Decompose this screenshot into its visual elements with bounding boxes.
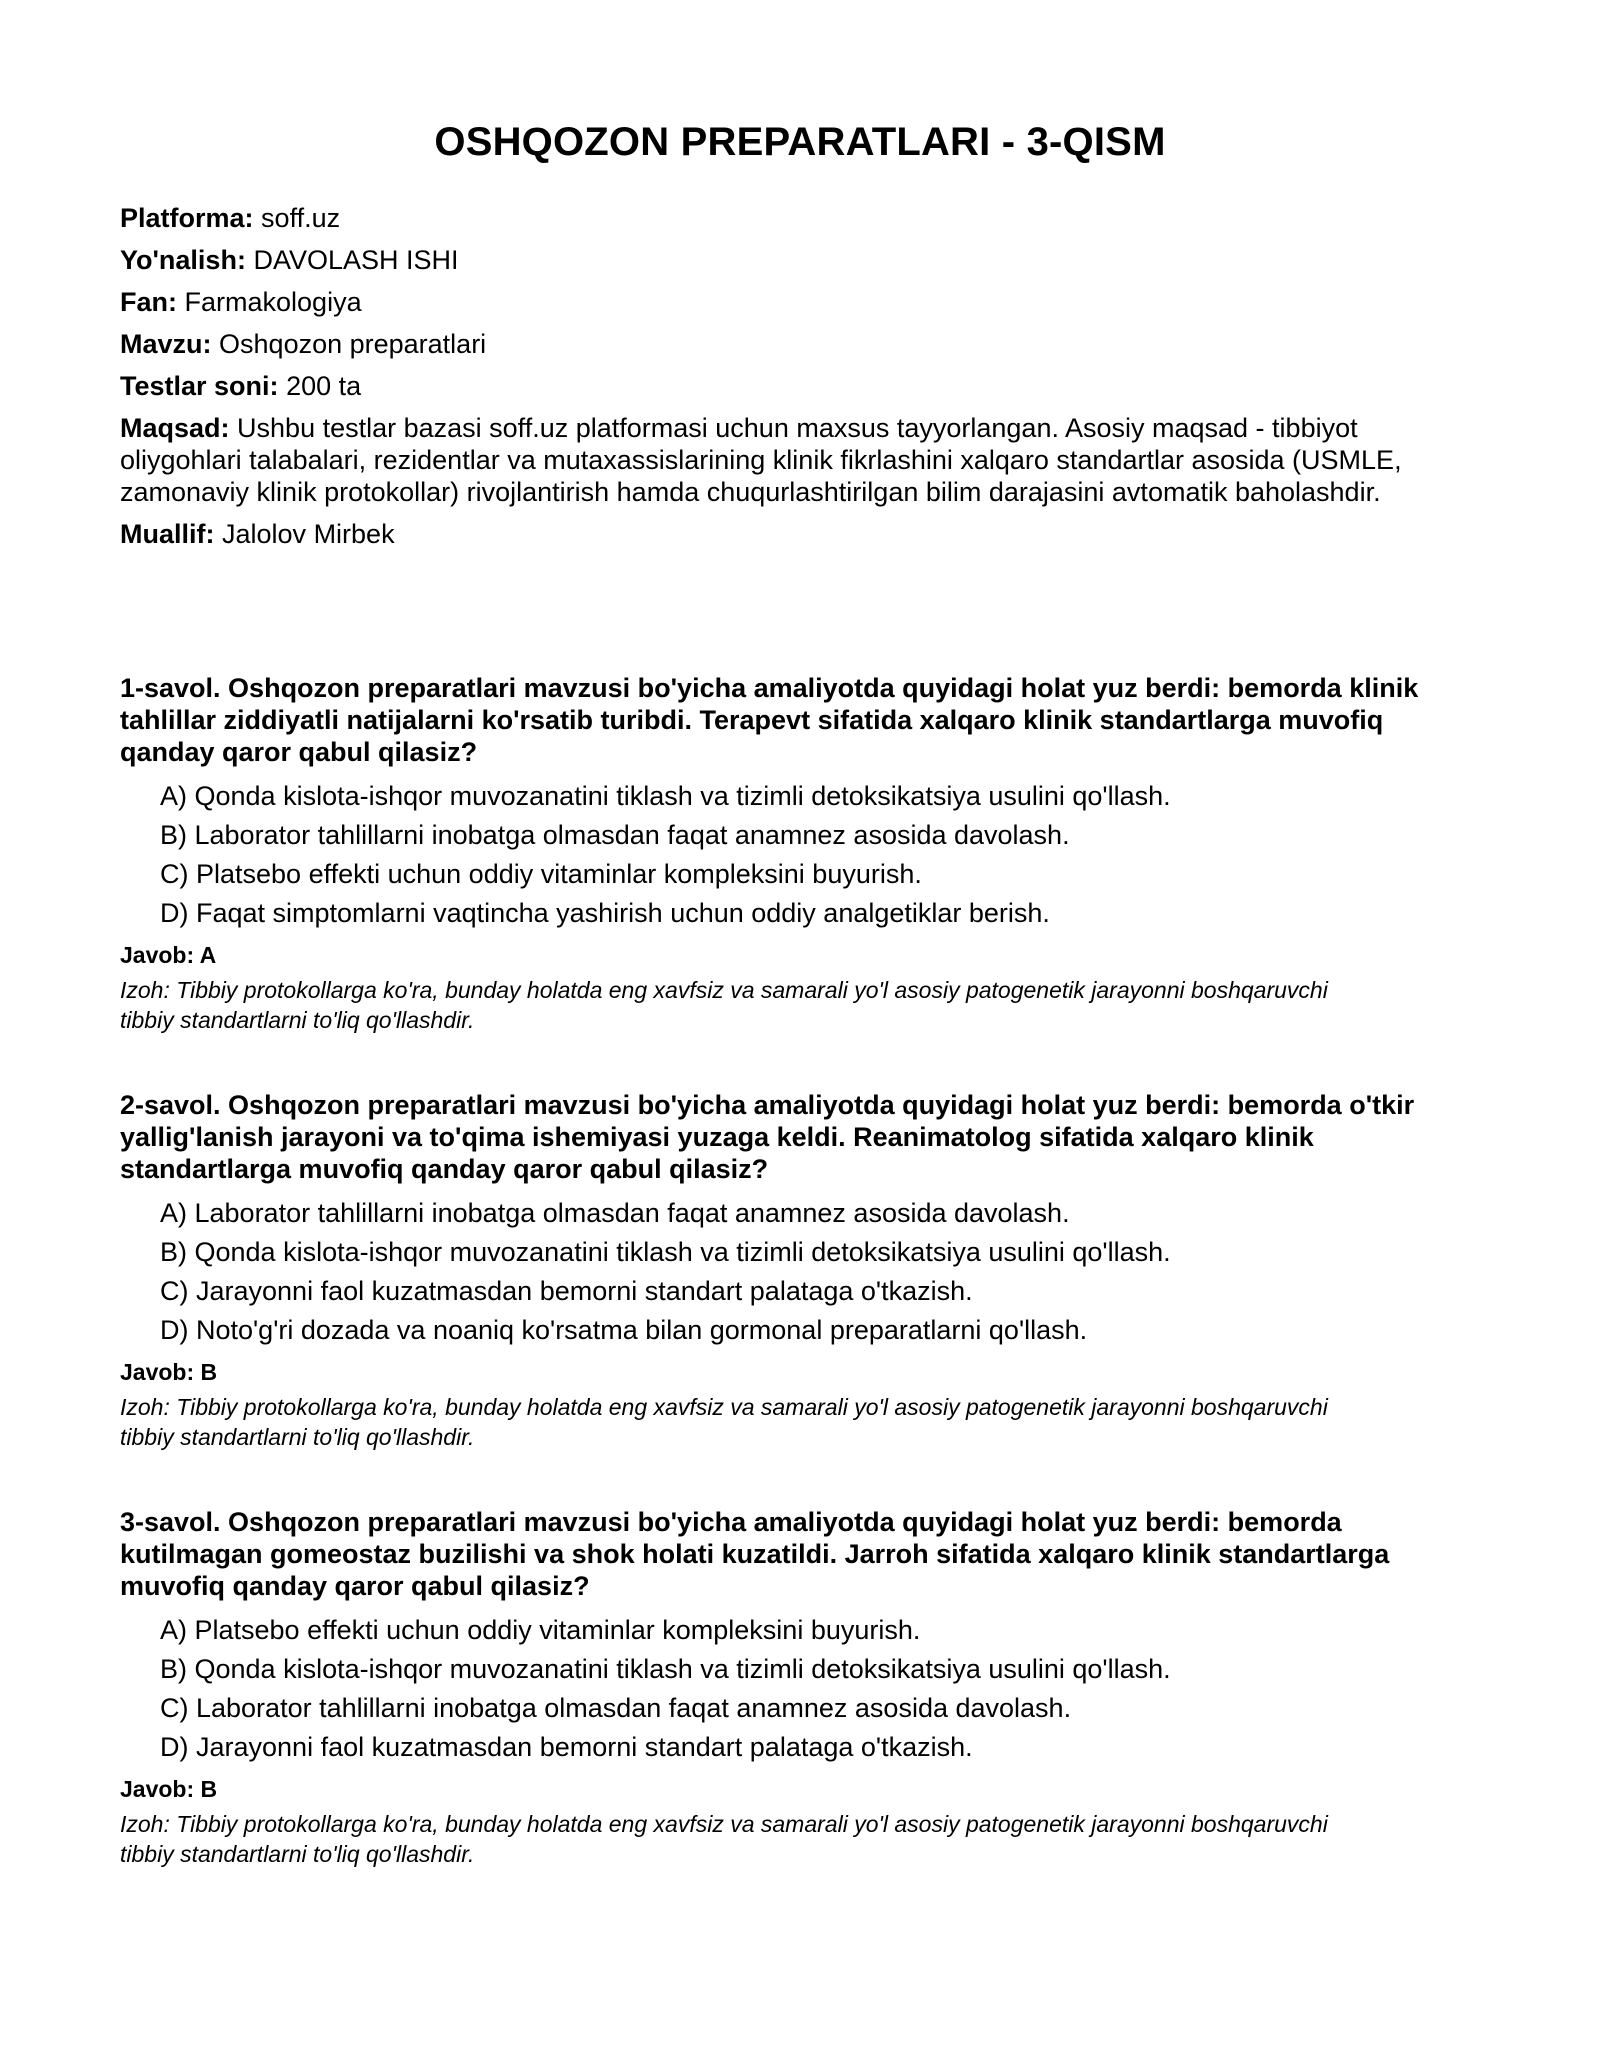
option-b: B) Qonda kislota-ishqor muvozanatini tiklash va tizimli detoksikatsiya usulini qo'llash. [160,1654,1171,1684]
option-a: A) Qonda kislota-ishqor muvozanatini tiklash va tizimli detoksikatsiya usulini qo'llash. [160,781,1171,811]
option-c: C) Jarayonni faol kuzatmasdan bemorni standart palataga o'tkazish. [160,1276,973,1306]
meta-label: Mavzu: [120,329,212,359]
option-c: C) Laborator tahlillarni inobatga olmasdan faqat anamnez asosida davolash. [160,1693,1072,1723]
meta-label: Muallif: [120,519,215,549]
option-d: D) Faqat simptomlarni vaqtincha yashirish uchun oddiy analgetiklar berish. [160,898,1050,928]
option-a: A) Platsebo effekti uchun oddiy vitaminlar kompleksini buyurish. [160,1615,921,1645]
meta-label: Testlar soni: [120,371,279,401]
meta-value: DAVOLASH ISHI [253,245,459,275]
question-text: 2-savol. Oshqozon preparatlari mavzusi bo'yicha amaliyotda quyidagi holat yuz berdi: bemorda o'tkir yallig'lanish jarayoni va to'qima ishemiyasi yuzaga keldi. Reanimatolog sifatida xalqaro klinik standartlarga muvofiq qanday qaror qabul qilasiz? [120,1090,1415,1184]
answer: Javob: B [120,1776,218,1802]
meta-purpose [120,412,1480,508]
explanation-note: Izoh: Tibbiy protokollarga ko'ra, bunday holatda eng xavfsiz va samarali yo'l asosiy patogenetik jarayonni boshqaruvchi tibbiy standartlarni to'liq qo'llashdir. [120,1811,1328,1867]
meta-label: Maqsad: [120,413,230,443]
explanation-note: Izoh: Tibbiy protokollarga ko'ra, bunday holatda eng xavfsiz va samarali yo'l asosiy patogenetik jarayonni boshqaruvchi tibbiy standartlarni to'liq qo'llashdir. [120,977,1328,1033]
questions-list [120,672,1480,1923]
metadata-section [120,202,1480,560]
explanation-note: Izoh: Tibbiy protokollarga ko'ra, bunday holatda eng xavfsiz va samarali yo'l asosiy patogenetik jarayonni boshqaruvchi tibbiy standartlarni to'liq qo'llashdir. [120,1394,1328,1450]
option-d: D) Jarayonni faol kuzatmasdan bemorni standart palataga o'tkazish. [160,1732,973,1762]
option-d: D) Noto'g'ri dozada va noaniq ko'rsatma bilan gormonal preparatlarni qo'llash. [160,1315,1088,1345]
meta-label: Yo'nalish: [120,245,246,275]
document-title: OSHQOZON PREPARATLARI - 3-QISM [434,120,1166,164]
option-a: A) Laborator tahlillarni inobatga olmasdan faqat anamnez asosida davolash. [160,1198,1070,1228]
meta-subject [120,286,1480,318]
meta-topic [120,328,1480,360]
meta-test-count [120,370,1480,402]
meta-value: soff.uz [261,203,341,233]
option-b: B) Laborator tahlillarni inobatga olmasdan faqat anamnez asosida davolash. [160,820,1070,850]
meta-label: Platforma: [120,203,254,233]
meta-direction [120,244,1480,276]
meta-value: Oshqozon preparatlari [219,329,487,359]
question-text: 1-savol. Oshqozon preparatlari mavzusi bo'yicha amaliyotda quyidagi holat yuz berdi: bemorda klinik tahlillar ziddiyatli natijalarni ko'rsatib turibdi. Terapevt sifatida xalqaro klinik standartlarga muvofiq qanday qaror qabul qilasiz? [120,673,1419,767]
meta-value: Jalolov Mirbek [222,519,395,549]
question-1 [120,672,1480,1035]
answer: Javob: A [120,942,217,968]
option-c: C) Platsebo effekti uchun oddiy vitaminlar kompleksini buyurish. [160,859,922,889]
question-2 [120,1089,1480,1452]
option-b: B) Qonda kislota-ishqor muvozanatini tiklash va tizimli detoksikatsiya usulini qo'llash. [160,1237,1171,1267]
meta-value: 200 ta [286,371,362,401]
meta-label: Fan: [120,287,177,317]
question-text: 3-savol. Oshqozon preparatlari mavzusi bo'yicha amaliyotda quyidagi holat yuz berdi: bemorda kutilmagan gomeostaz buzilishi va shok holati kuzatildi. Jarroh sifatida xalqaro klinik standartlarga muvofiq qanday qaror qabul qilasiz? [120,1507,1390,1601]
meta-author [120,518,1480,550]
answer: Javob: B [120,1359,218,1385]
meta-platform [120,202,1480,234]
meta-value: Ushbu testlar bazasi soff.uz platformasi uchun maxsus tayyorlangan. Asosiy maqsad - tibbiyot oliygohlari talabalari, rezidentlar va mutaxassislarining klinik fikrlashini xalqaro standartlar asosida (USMLE, zamonaviy klinik protokollar) rivojlantirish hamda chuqurlashtirilgan bilim darajasini avtomatik baholashdir. [120,413,1402,507]
question-3 [120,1506,1480,1869]
meta-value: Farmakologiya [184,287,362,317]
